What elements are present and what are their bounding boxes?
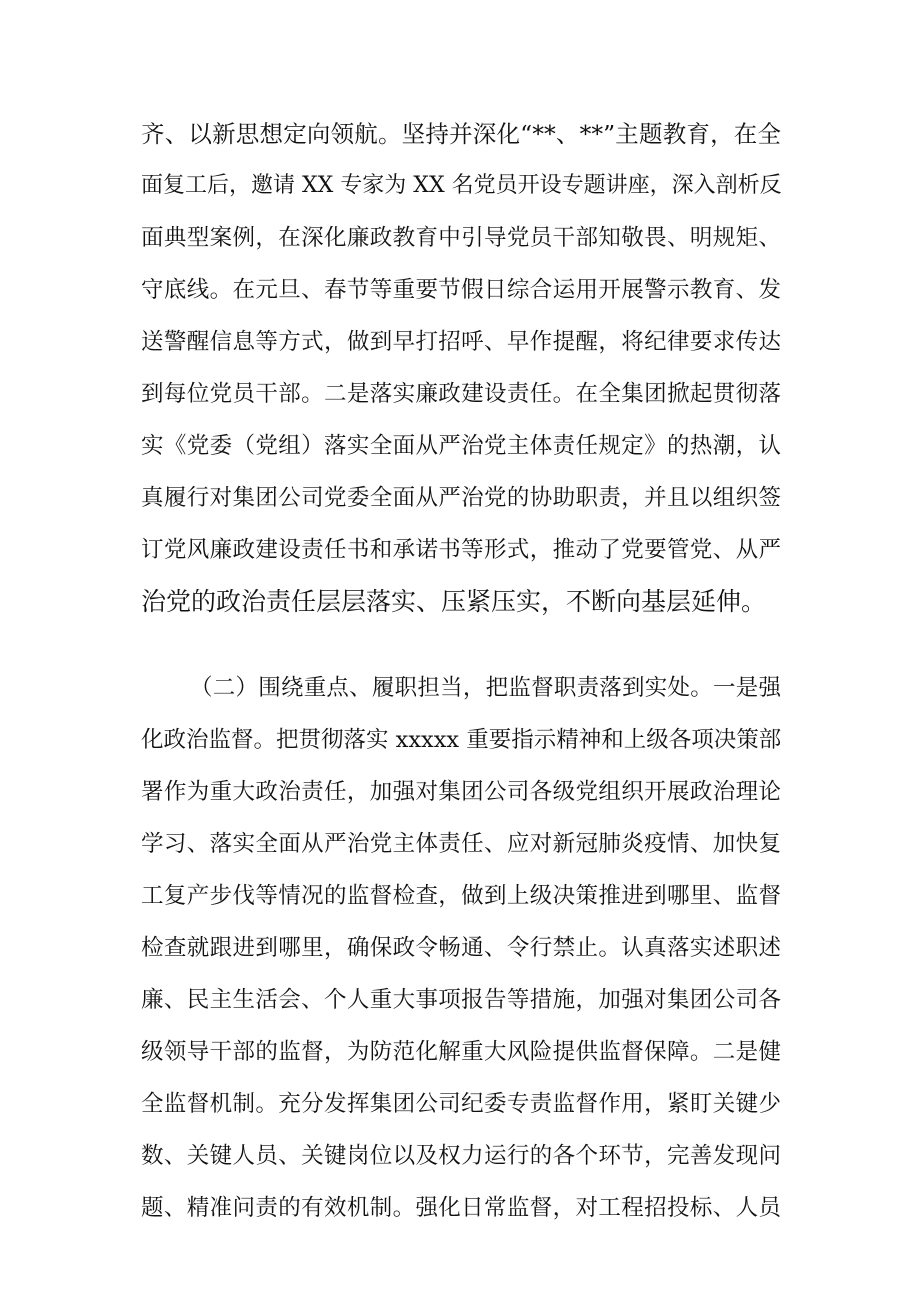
text-line: 数、关键人员、关键岗位以及权力运行的各个环节，完善发现问 (141, 1143, 781, 1169)
text-line: 齐、以新思想定向领航。坚持并深化“**、**”主题教育，在全 (141, 120, 781, 148)
text-line: 真履行对集团公司党委全面从严治党的协助职责，并且以组织签 (141, 485, 781, 511)
text-line: 化政治监督。把贯彻落实 xxxxx 重要指示精神和上级各项决策部 (141, 727, 782, 753)
text-line: 题、精准问责的有效机制。强化日常监督，对工程招投标、人员 (141, 1195, 781, 1221)
text-line: 面复工后，邀请 XX 专家为 XX 名党员开设专题讲座，深入剖析反 (141, 173, 782, 198)
text-line: 检查就跟进到哪里，确保政令畅通、令行禁止。认真落实述职述 (141, 935, 781, 961)
text-line: 级领导干部的监督，为防范化解重大风险提供监督保障。二是健 (141, 1039, 781, 1065)
text-line: 到每位党员干部。二是落实廉政建设责任。在全集团掀起贯彻落 (141, 381, 781, 407)
text-line: 廉、民主生活会、个人重大事项报告等措施，加强对集团公司各 (141, 987, 781, 1013)
text-line: 订党风廉政建设责任书和承诺书等形式，推动了党要管党、从严 (141, 537, 781, 563)
text-line: 治党的政治责任层层落实、压紧压实，不断向基层延伸。 (141, 587, 767, 616)
text-line: 实《党委（党组）落实全面从严治党主体责任规定》的热潮，认 (141, 433, 781, 459)
text-line: 全监督机制。充分发挥集团公司纪委专责监督作用，紧盯关键少 (141, 1091, 781, 1117)
text-line: 送警醒信息等方式，做到早打招呼、早作提醒，将纪律要求传达 (141, 329, 781, 355)
text-line: 学习、落实全面从严治党主体责任、应对新冠肺炎疫情、加快复 (141, 831, 781, 857)
text-line: 工复产步伐等情况的监督检查，做到上级决策推进到哪里、监督 (141, 883, 781, 909)
text-line: 署作为重大政治责任，加强对集团公司各级党组织开展政治理论 (141, 779, 781, 805)
text-line: 守底线。在元旦、春节等重要节假日综合运用开展警示教育、发 (141, 277, 781, 303)
text-line: 面典型案例，在深化廉政教育中引导党员干部知敬畏、明规矩、 (141, 225, 781, 251)
text-line: （二）围绕重点、履职担当，把监督职责落到实处。一是强 (190, 675, 781, 701)
